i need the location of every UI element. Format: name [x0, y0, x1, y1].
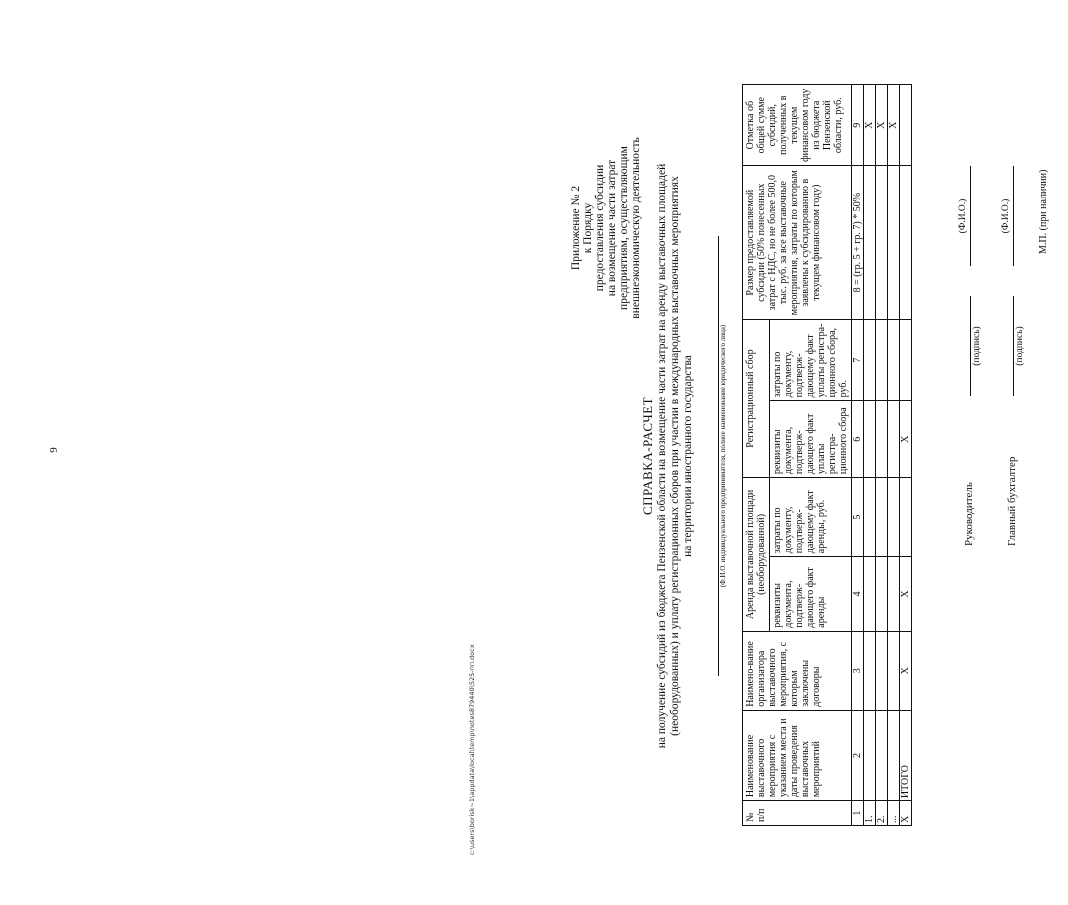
rent-cost-cell — [888, 478, 900, 557]
head-label: Руководитель — [963, 482, 975, 546]
appendix-line-6: внешнеэкономическую деятельность — [630, 137, 642, 319]
event-cell — [888, 710, 900, 800]
note-cell: Х — [888, 85, 900, 166]
column-number: 8 = (гр. 5 + гр. 7) * 50% — [852, 166, 864, 320]
calculation-table — [742, 84, 912, 826]
header-reg-requisites: реквизиты документа, подтверж-дающего факт уплаты регистра-ционного сбора — [770, 401, 852, 478]
reg-cost-cell — [876, 319, 888, 400]
subtitle-line-3: на территории иностранного государства — [682, 355, 694, 557]
note-cell — [900, 85, 912, 166]
appendix-line-4: на возмещение части затрат — [606, 159, 618, 297]
subtitle-line-1: на получение субсидий из бюджета Пензенской области на возмещение части затрат на аренду выставочных площадей — [656, 163, 668, 749]
note-cell: Х — [864, 85, 876, 166]
column-number: 2 — [852, 710, 864, 800]
event-cell — [876, 710, 888, 800]
subtitle-line-2: (необорудованных) и уплату регистрационных сборов при участии в международных выставочных мероприятиях — [669, 176, 681, 736]
header-subsidy: Размер предоставляемой субсидии (50% понесенных затрат с НДС, но не более 500,0 тыс. руб. за все выставочные мероприятия, затраты по которым заявлены к субсидированию в текущем финансовом году) — [743, 166, 852, 320]
reg-cost-cell — [900, 319, 912, 400]
reg-req-cell: Х — [900, 401, 912, 478]
header-organizer: Наимено-вание организатора выставочного мероприятия, с которым заключены договоры — [743, 631, 852, 710]
header-note: Отметка об общей сумме субсидий, полученных в текущем финансовом году из бюджета Пензенской области, руб. — [743, 85, 852, 166]
row-num-cell: ... — [888, 801, 900, 826]
appendix-line-3: предоставления субсидии — [594, 164, 606, 292]
row-num-cell: Х — [900, 801, 912, 826]
rent-req-cell — [888, 557, 900, 632]
table-row — [864, 85, 876, 826]
accountant-signature-caption: (подпись) — [1015, 326, 1025, 366]
stamp-note: М.П. (при наличии) — [1038, 169, 1049, 254]
reg-req-cell — [876, 401, 888, 478]
head-signature-caption: (подпись) — [972, 326, 982, 366]
header-reg-cost: затраты по документу, подтверж-дающему факт уплаты регистра-ционного сбора, руб. — [770, 319, 852, 400]
rent-cost-cell — [900, 478, 912, 557]
head-fio-line — [970, 166, 971, 266]
accountant-label: Главный бухгалтер — [1006, 456, 1018, 546]
appendix-line-5: предприятиям, осуществляющим — [618, 146, 630, 310]
column-number: 9 — [852, 85, 864, 166]
header-event: Наименование выставочного мероприятия с указанием места и даты проведения выставочных мероприятий — [743, 710, 852, 800]
column-number: 6 — [852, 401, 864, 478]
reg-req-cell — [864, 401, 876, 478]
head-signature-line — [970, 296, 971, 396]
column-number: 7 — [852, 319, 864, 400]
reg-req-cell — [888, 401, 900, 478]
event-cell — [864, 710, 876, 800]
rent-cost-cell — [864, 478, 876, 557]
total-label-cell: ИТОГО — [900, 710, 912, 800]
document-title: СПРАВКА-РАСЧЕТ — [640, 396, 655, 516]
subsidy-cell — [900, 166, 912, 320]
appendix-line-2: к Порядку — [582, 202, 594, 254]
accountant-fio-line — [1013, 166, 1014, 266]
total-row — [900, 85, 912, 826]
column-number-row — [852, 85, 864, 826]
table-row — [888, 85, 900, 826]
header-rent-requisites: реквизиты документа, подтверж-дающего факт аренды — [770, 557, 852, 632]
header-registration: Регистрационный сбор — [743, 319, 770, 477]
page-number: 9 — [48, 447, 60, 453]
accountant-fio-caption: (Ф.И.О.) — [1001, 198, 1011, 234]
organizer-cell — [888, 631, 900, 710]
organizer-cell: Х — [900, 631, 912, 710]
document-subtitle — [656, 86, 695, 826]
rent-req-cell — [864, 557, 876, 632]
subsidy-cell — [888, 166, 900, 320]
reg-cost-cell — [864, 319, 876, 400]
rent-req-cell: Х — [900, 557, 912, 632]
column-number: 3 — [852, 631, 864, 710]
appendix-line-1: Приложение № 2 — [570, 185, 582, 271]
table-row — [876, 85, 888, 826]
subsidy-cell — [876, 166, 888, 320]
header-rent-cost: затраты по документу, подтверж-дающему факт аренды, руб. — [770, 478, 852, 557]
rent-req-cell — [876, 557, 888, 632]
rent-cost-cell — [876, 478, 888, 557]
row-num-cell: 1. — [864, 801, 876, 826]
head-fio-caption: (Ф.И.О.) — [958, 198, 968, 234]
organizer-cell — [876, 631, 888, 710]
column-number: 4 — [852, 557, 864, 632]
column-number: 5 — [852, 478, 864, 557]
appendix-block — [570, 68, 642, 388]
accountant-signature-line — [1013, 296, 1014, 396]
row-num-cell: 2. — [876, 801, 888, 826]
applicant-name-caption: (Ф.И.О. индивидуального предпринимателя, полное наименование юридического лица) — [719, 324, 727, 588]
organizer-cell — [864, 631, 876, 710]
subsidy-cell — [864, 166, 876, 320]
header-num: № п/п — [743, 801, 852, 826]
header-rent: Аренда выставочной площади (необорудованной) — [743, 478, 770, 632]
note-cell: Х — [876, 85, 888, 166]
rotated-sheet — [568, 46, 1068, 866]
reg-cost-cell — [888, 319, 900, 400]
column-number: 1 — [852, 801, 864, 826]
file-path-footer: c:\users\borisk~1\appdata\local\temp\notes879440\525-пп.docx — [468, 644, 476, 855]
